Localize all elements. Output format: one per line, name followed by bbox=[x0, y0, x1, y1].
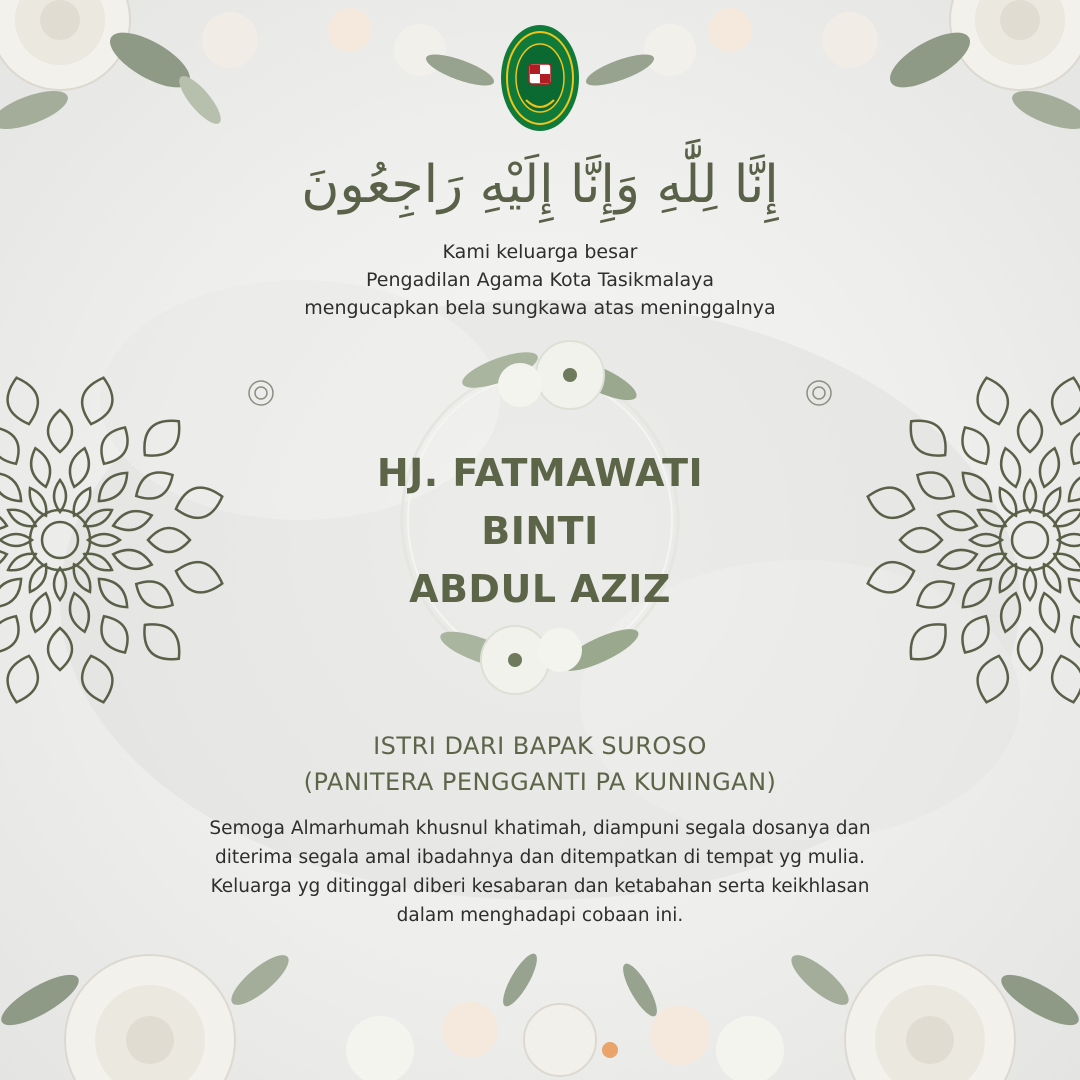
mandala-left bbox=[0, 370, 240, 710]
relation-text bbox=[170, 728, 910, 800]
bottom-floral bbox=[0, 920, 1080, 1080]
arabic-condolence-phrase: إِنَّا لِلَّٰهِ وَإِنَّا إِلَيْهِ رَاجِعُونَ bbox=[301, 155, 779, 215]
prayer-text bbox=[140, 814, 940, 930]
deceased-name-line: ABDUL AZIZ bbox=[409, 567, 671, 611]
deceased-name-line: HJ. FATMAWATI bbox=[376, 451, 704, 495]
prayer-line: Keluarga yg ditinggal diberi kesabaran dan ketabahan serta keikhlasan bbox=[210, 876, 870, 897]
top-right-floral bbox=[780, 0, 1080, 170]
relation-line: ISTRI DARI BAPAK SUROSO bbox=[373, 732, 707, 760]
intro-text bbox=[200, 238, 880, 322]
deceased-name bbox=[240, 444, 840, 618]
prayer-line: Semoga Almarhumah khusnul khatimah, diampuni segala dosanya dan bbox=[209, 818, 871, 839]
top-left-floral bbox=[0, 0, 300, 170]
mandala-right bbox=[850, 370, 1080, 710]
intro-line: Pengadilan Agama Kota Tasikmalaya bbox=[366, 269, 714, 291]
relation-line: (PANITERA PENGGANTI PA KUNINGAN) bbox=[303, 768, 777, 796]
small-rosette-right bbox=[804, 378, 834, 408]
prayer-line: diterima segala amal ibadahnya dan ditempatkan di tempat yg mulia. bbox=[215, 847, 865, 868]
deceased-name-line: BINTI bbox=[481, 509, 599, 553]
intro-line: Kami keluarga besar bbox=[442, 241, 638, 263]
small-rosette-left bbox=[246, 378, 276, 408]
court-logo bbox=[500, 24, 580, 132]
intro-line: mengucapkan bela sungkawa atas meninggalnya bbox=[304, 297, 776, 319]
prayer-line: dalam menghadapi cobaan ini. bbox=[396, 905, 684, 926]
